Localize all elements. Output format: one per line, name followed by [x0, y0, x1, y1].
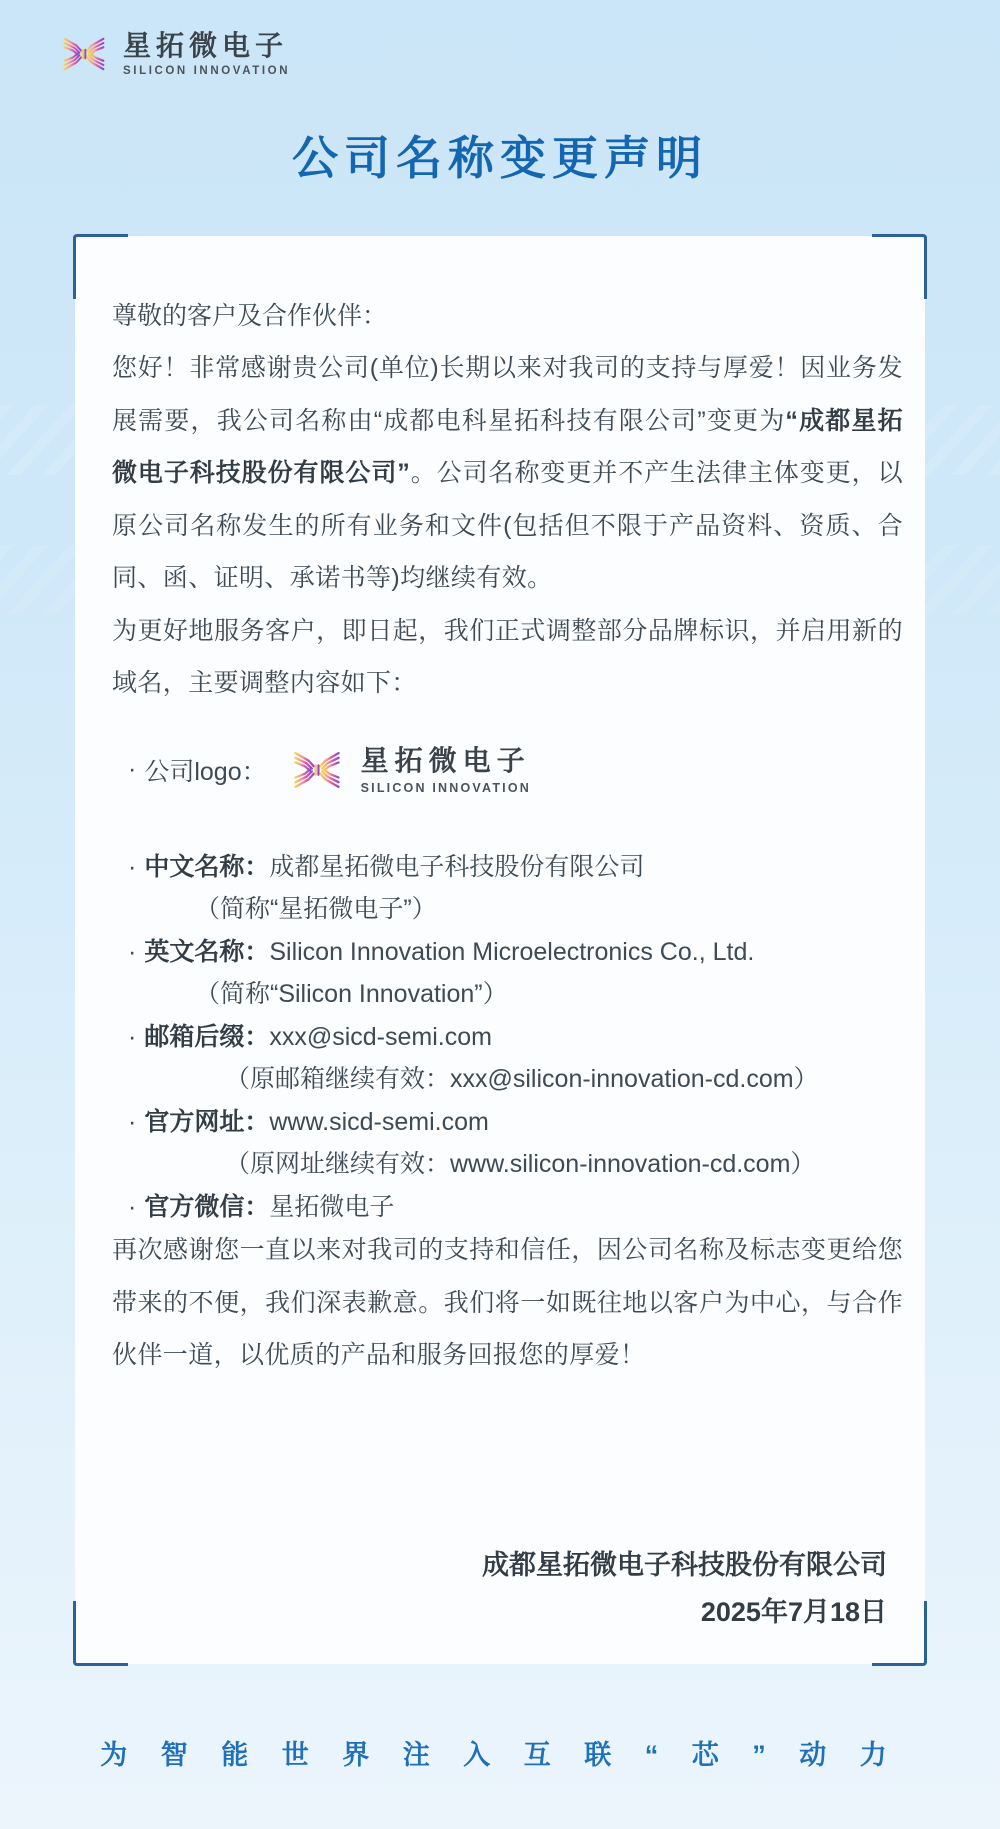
bullet-dot: ·	[128, 755, 137, 783]
bullet-dot: ·	[128, 852, 137, 881]
header-logo	[57, 27, 290, 81]
bullet-dot: ·	[128, 1022, 137, 1051]
list-item-en-name	[112, 931, 903, 974]
item-value: 成都星拓微电子科技股份有限公司	[269, 852, 645, 881]
list-item-en-shortname: （简称“Silicon Innovation”）	[195, 980, 508, 1008]
page-title: 公司名称变更声明	[292, 132, 708, 184]
logo-item-label: 公司logo：	[144, 757, 267, 786]
list-item-website	[112, 1101, 903, 1144]
paragraph-1-text: 您好！非常感谢贵公司(单位)长期以来对我司的支持与厚爱！因业务发展需要，我公司名称由“成都电科星拓科技有限公司”变更为	[112, 354, 903, 435]
logo-name-en: SILICON INNOVATION	[360, 780, 531, 795]
bullet-dot: ·	[128, 1192, 137, 1221]
signature-date: 2025年7月18日	[700, 1596, 887, 1627]
list-item-email	[112, 1016, 903, 1059]
item-value: xxx@sicd-semi.com	[269, 1022, 492, 1051]
item-label: 官方微信：	[144, 1192, 270, 1221]
list-item-cn-shortname: （简称“星拓微电子”）	[195, 895, 437, 923]
item-label: 邮箱后缀：	[144, 1022, 270, 1051]
closing-paragraph: 再次感谢您一直以来对我司的支持和信任，因公司名称及标志变更给您带来的不便，我们深表歉意。我们将一如既往地以客户为中心，与合作伙伴一道，以优质的产品和服务回报您的厚爱！	[112, 1236, 903, 1369]
company-logo-text	[123, 31, 290, 77]
salutation: 尊敬的客户及合作伙伴：	[112, 302, 388, 330]
list-item-cn-name	[112, 846, 903, 889]
logo-list-item	[112, 740, 903, 800]
bullet-dot: ·	[128, 937, 137, 966]
company-logo-icon	[287, 740, 347, 800]
letter-body	[75, 236, 925, 1636]
paragraph-1-rest: 。公司名称变更并不产生法律主体变更，以原公司名称发生的所有业务和文件(包括但不限于产品资料、资质、合同、函、证明、承诺书等)均继续有效。	[112, 459, 903, 592]
item-label: 英文名称：	[144, 937, 270, 966]
new-logo-preview	[287, 740, 531, 800]
list-item-email-old: （原邮箱继续有效：xxx@silicon-innovation-cd.com）	[225, 1065, 819, 1093]
list-item-website-old: （原网址继续有效：www.silicon-innovation-cd.com）	[225, 1150, 816, 1178]
signature-company: 成都星拓微电子科技股份有限公司	[482, 1549, 887, 1580]
company-logo-icon	[57, 27, 111, 81]
list-item-wechat	[112, 1186, 903, 1229]
item-value: 星拓微电子	[269, 1192, 395, 1221]
item-label: 中文名称：	[144, 852, 270, 881]
logo-name-cn: 星拓微电子	[123, 30, 289, 61]
paragraph-2: 为更好地服务客户，即日起，我们正式调整部分品牌标识，并启用新的域名，主要调整内容如下：	[112, 616, 903, 697]
change-items-list	[112, 846, 903, 1229]
item-value: www.sicd-semi.com	[269, 1107, 489, 1136]
item-label: 官方网址：	[144, 1107, 270, 1136]
logo-name-en: SILICON INNOVATION	[123, 65, 291, 77]
new-company-name-bold: “成都星拓微电子科技股份有限公司”	[112, 406, 903, 487]
new-logo-text	[361, 745, 531, 795]
item-value: Silicon Innovation Microelectronics Co., Ltd.	[269, 937, 755, 966]
announcement-card	[75, 236, 925, 1664]
bullet-dot: ·	[128, 1107, 137, 1136]
signature-block	[112, 1542, 903, 1636]
paragraph-1	[112, 342, 903, 605]
footer-slogan: 为 智 能 世 界 注 入 互 联 “ 芯 ” 动 力	[100, 1740, 900, 1770]
logo-name-cn: 星拓微电子	[360, 744, 531, 776]
